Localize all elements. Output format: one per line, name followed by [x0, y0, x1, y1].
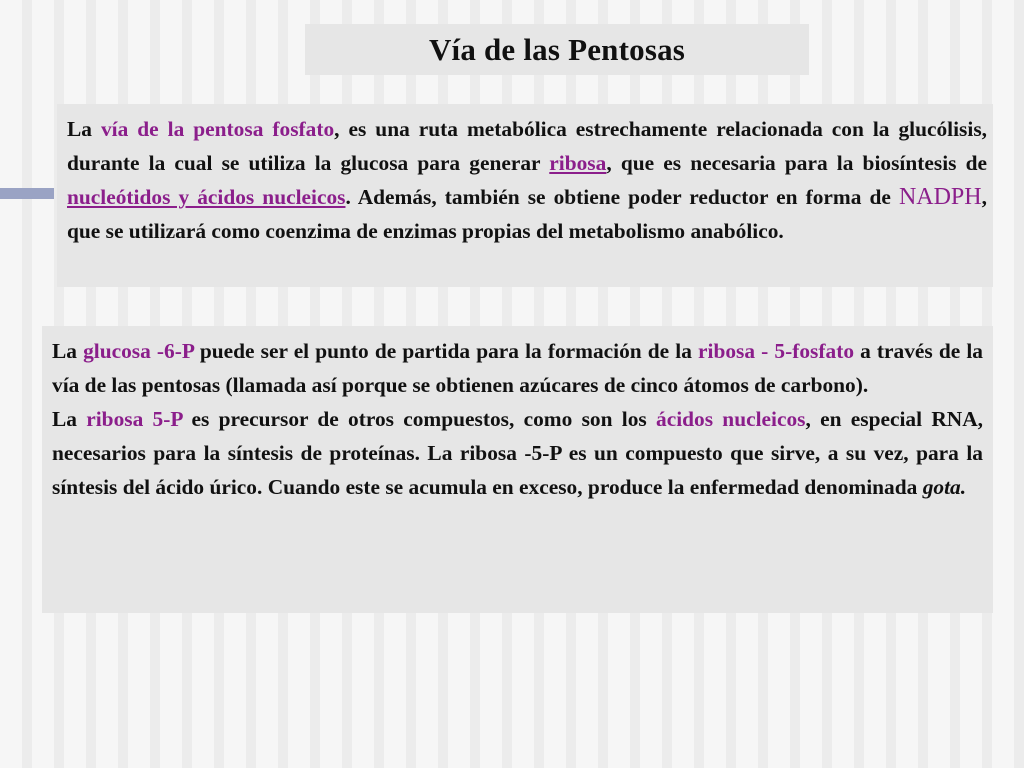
intro-text-4: . Además, también se obtiene poder reductor en forma de	[345, 185, 899, 209]
intro-text-box	[57, 104, 993, 287]
intro-text-2: , es una ruta metabólica estrechamente relacionada con la glucólisis, durante la cual se utiliza la glucosa para generar	[67, 117, 987, 175]
intro-text-1: La	[67, 117, 101, 141]
detail-paragraph-1	[52, 334, 983, 402]
accent-bar	[0, 188, 54, 199]
detail-p2-text-3: , en especial RNA, necesarios para la síntesis de proteínas. La ribosa -5-P es un compuesto que sirve, a su vez, para la síntesis del ácido úrico. Cuando este se acumula en exceso, produce la enfermedad denominada	[52, 407, 984, 499]
acidos-nucleicos-term: ácidos nucleicos	[656, 407, 806, 431]
detail-text-box	[42, 326, 993, 613]
intro-paragraph	[67, 112, 987, 248]
ribosa-link[interactable]: ribosa	[549, 151, 607, 175]
detail-p1-text-2: puede ser el punto de partida para la formación de la	[193, 339, 699, 363]
ribosa-5-fosfato-term: ribosa - 5-fosfato	[698, 339, 855, 363]
nucleotidos-link[interactable]: nucleótidos y ácidos nucleicos	[67, 185, 346, 209]
pentose-phosphate-pathway-term: vía de la pentosa fosfato	[100, 117, 335, 141]
detail-p2-text-1: La	[52, 407, 87, 431]
ribosa-5p-term: ribosa 5-P	[86, 407, 183, 431]
slide-title: Vía de las Pentosas	[428, 31, 686, 67]
title-box	[305, 24, 809, 75]
nadph-term: NADPH	[898, 184, 982, 210]
detail-p2-text-2: es precursor de otros compuestos, como son los	[182, 407, 656, 431]
gota-term: gota.	[922, 475, 967, 499]
detail-p1-text-3: a través de la vía de las pentosas (llamada así porque se obtienen azúcares de cinco átomos de carbono).	[52, 339, 983, 397]
glucosa-6p-term: glucosa -6-P	[83, 339, 194, 363]
detail-p1-text-1: La	[52, 339, 84, 363]
intro-text-3: , que es necesaria para la biosíntesis de	[606, 151, 987, 175]
detail-paragraph-2	[52, 402, 983, 504]
intro-text-5: , que se utilizará como coenzima de enzimas propias del metabolismo anabólico.	[67, 185, 987, 243]
